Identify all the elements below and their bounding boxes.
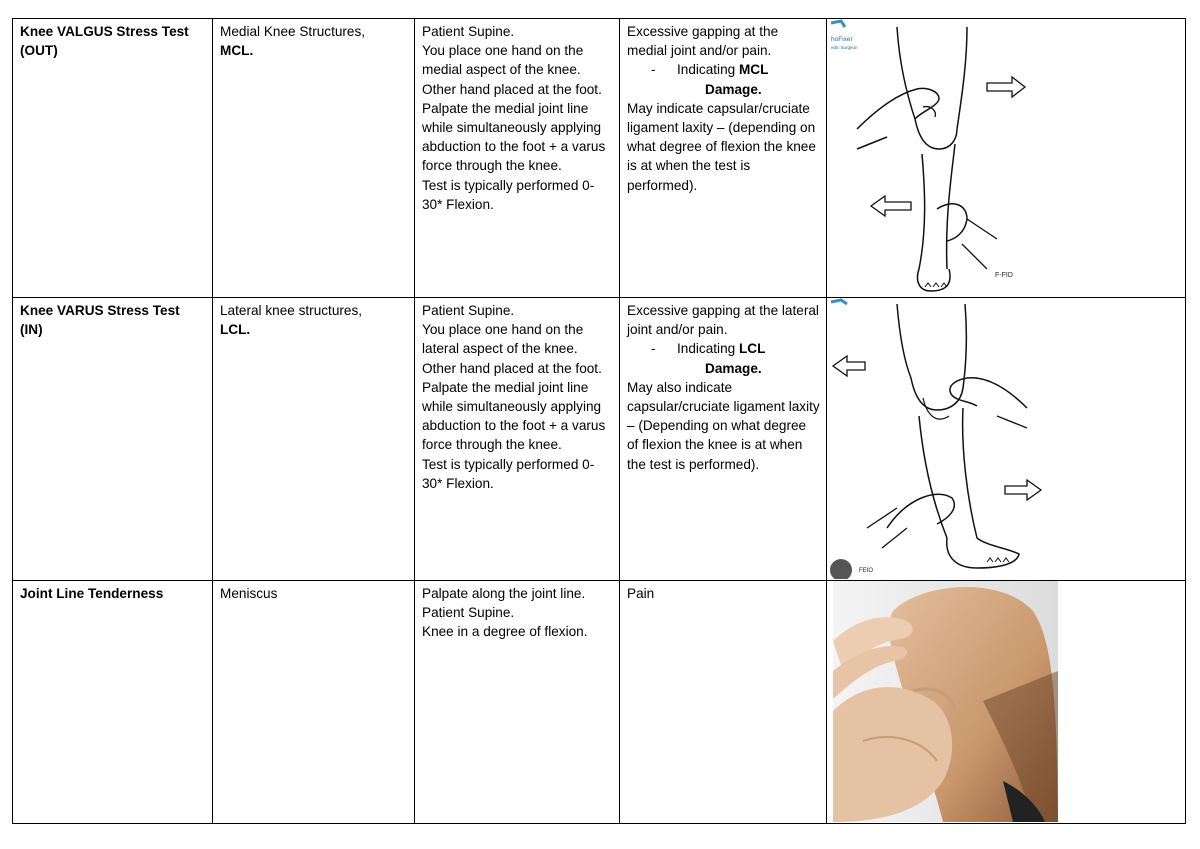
bullet-bold: MCL <box>738 62 769 78</box>
joint-line-palpation-photo-icon <box>833 581 1065 822</box>
procedure-line: Knee in a degree of flexion. <box>422 624 588 640</box>
table-row <box>13 19 1186 298</box>
bullet-bold: LCL <box>738 341 766 357</box>
structure-bold: MCL. <box>220 43 254 59</box>
bullet-bold-cont: Damage. <box>705 360 762 376</box>
test-name-cell <box>13 298 213 581</box>
table-row <box>13 581 1186 824</box>
signature-text: F-FID <box>995 272 1013 279</box>
procedure-line: Other hand placed at the foot. <box>422 81 602 97</box>
finding-lead: Pain <box>627 586 655 601</box>
procedure-line: Other hand placed at the foot. <box>422 360 602 376</box>
finding-lead: Excessive gapping at the lateral joint and/or pain. <box>627 303 819 338</box>
watermark-subtext: edic Surgeon <box>831 45 858 50</box>
finding-bullet <box>627 60 820 98</box>
structure-bold: LCL. <box>220 322 251 338</box>
procedure-line: Palpate the medial joint line while simultaneously applying abduction to the foot + a varus force through the knee. <box>422 379 606 453</box>
structure-cell <box>213 298 415 581</box>
knee-varus-illustration-icon <box>827 298 1057 579</box>
procedure-cell <box>415 581 620 824</box>
procedure-line: Patient Supine. <box>422 303 515 318</box>
signature-text: FEIO <box>859 568 874 574</box>
image-cell <box>827 581 1186 824</box>
positive-finding-cell <box>620 581 827 824</box>
test-name: Joint Line Tenderness <box>20 586 164 601</box>
finding-bullet <box>627 339 820 377</box>
procedure-line: Test is typically performed 0-30* Flexion. <box>422 177 595 212</box>
knee-valgus-illustration-icon <box>827 19 1057 296</box>
table-row <box>13 298 1186 581</box>
procedure-line: You place one hand on the lateral aspect of the knee. <box>422 322 584 357</box>
finding-note: May also indicate capsular/cruciate ligament laxity – (Depending on what degree of flexion the knee is at when the test is performed). <box>627 379 820 472</box>
bullet-text: Indicating <box>677 341 736 357</box>
test-name: Knee VALGUS Stress Test (OUT) <box>20 24 189 59</box>
procedure-line: Test is typically performed 0-30* Flexion. <box>422 456 595 491</box>
structure-text: Lateral knee structures, <box>220 303 363 318</box>
bullet-dash: - <box>651 341 656 357</box>
structure-text: Medial Knee Structures, <box>220 24 366 39</box>
procedure-line: Patient Supine. <box>422 605 515 621</box>
finding-lead: Excessive gapping at the medial joint and/or pain. <box>627 24 779 59</box>
structure-cell <box>213 19 415 298</box>
procedure-cell <box>415 19 620 298</box>
bullet-text: Indicating <box>677 62 736 78</box>
bullet-bold-cont: Damage. <box>705 81 762 97</box>
positive-finding-cell <box>620 298 827 581</box>
image-cell <box>827 298 1186 581</box>
test-name-cell <box>13 581 213 824</box>
procedure-cell <box>415 298 620 581</box>
test-name: Knee VARUS Stress Test (IN) <box>20 303 180 338</box>
structure-cell <box>213 581 415 824</box>
knee-tests-table <box>12 18 1186 824</box>
structure-text: Meniscus <box>220 586 278 601</box>
watermark-text: hoFixer <box>831 36 853 43</box>
procedure-line: Palpate along the joint line. <box>422 586 586 601</box>
finding-note: May indicate capsular/cruciate ligament laxity – (depending on what degree of flexion the knee is at when the test is performed). <box>627 100 816 193</box>
bullet-dash: - <box>651 62 656 78</box>
procedure-line: Patient Supine. <box>422 24 515 39</box>
procedure-line: Palpate the medial joint line while simultaneously applying abduction to the foot + a varus force through the knee. <box>422 100 606 174</box>
procedure-line: You place one hand on the medial aspect of the knee. <box>422 43 584 78</box>
positive-finding-cell <box>620 19 827 298</box>
test-name-cell <box>13 19 213 298</box>
image-cell <box>827 19 1186 298</box>
